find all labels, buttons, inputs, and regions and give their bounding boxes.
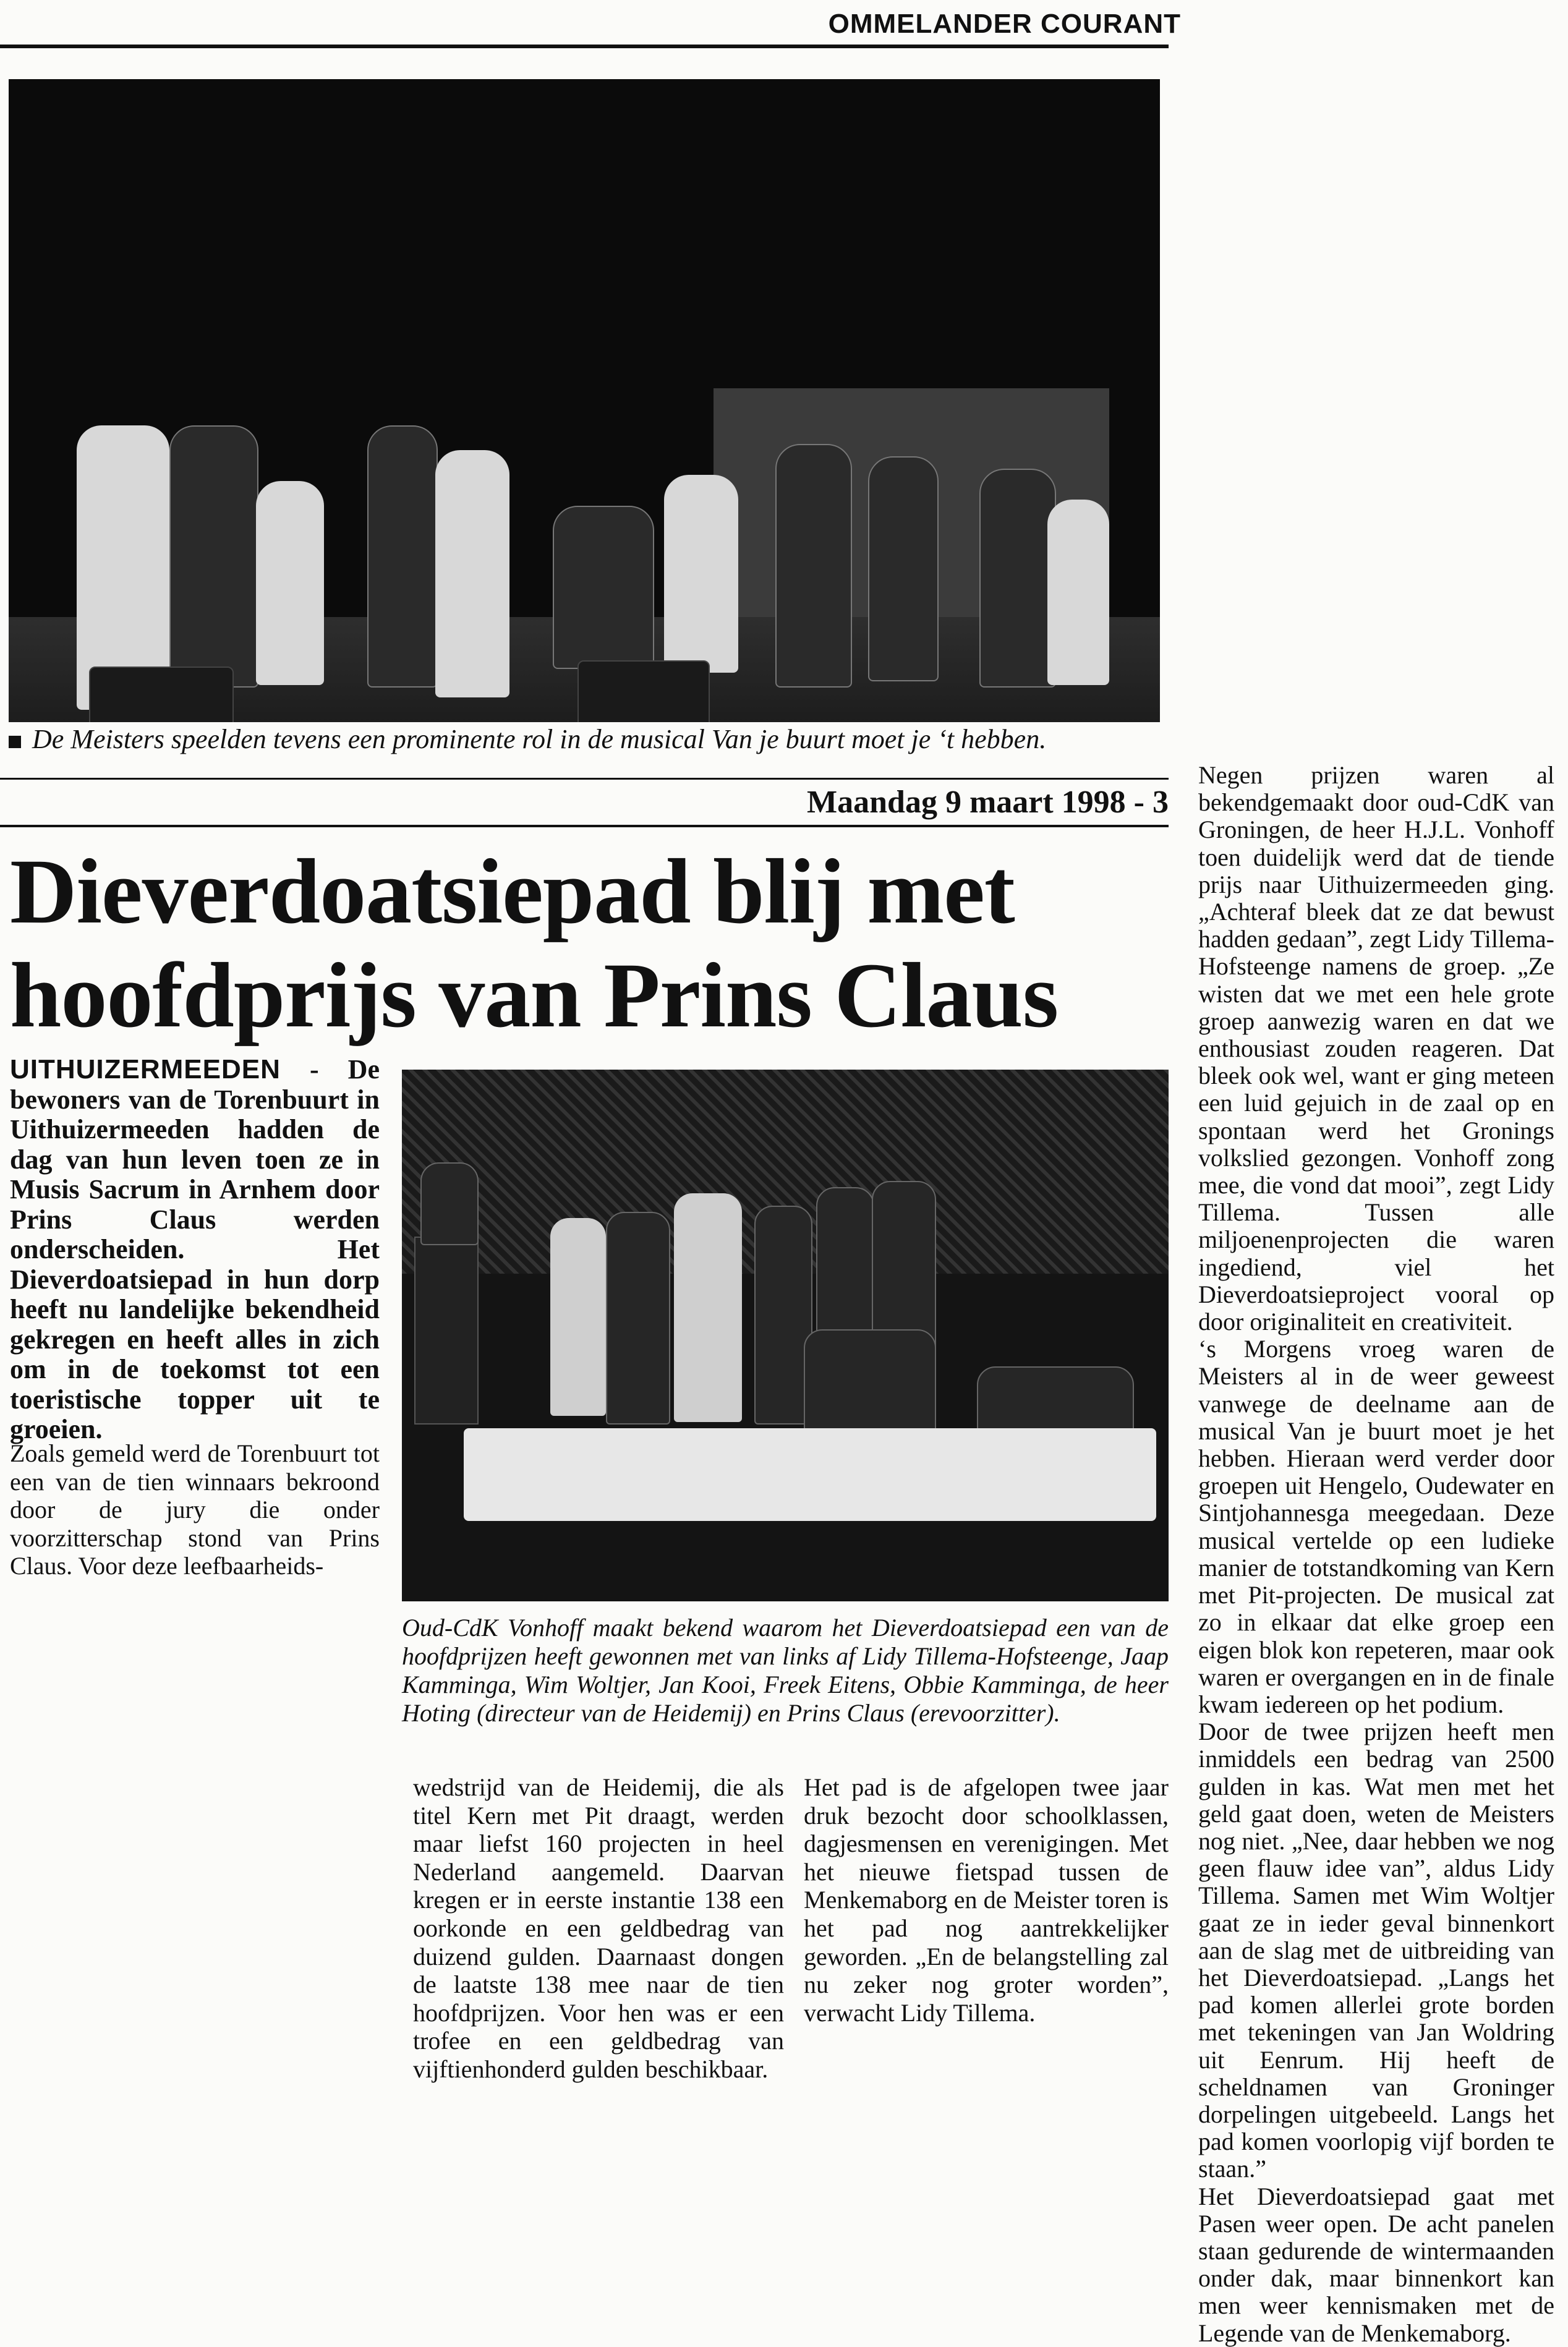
bottom-column-1-text: wedstrijd van de Heidemij, die als titel Kern met Pit draagt, werden maar liefst 160 projecten in heel Nederland aangemeld. Daarvan kregen er in eerste instantie 138 een oorkonde en een geldbedrag van duizend gulden. Daarnaast dongen de laatste 138 mee naar de tien hoofdprijzen. Voor hen was er een trofee en een geldbedrag van vijftienhonderd gulden beschikbaar. [413, 1773, 784, 2083]
person-figure [420, 1162, 479, 1245]
stage-speaker [577, 660, 710, 722]
dateline-rule [0, 825, 1169, 827]
lectern [414, 1237, 479, 1425]
right-paragraph-3: Door de twee prijzen heeft men inmiddels een bedrag van 2500 gulden in kas. Wat men met het geld gaat doen, weten de Meisters nog niet. „Nee, daar hebben we nog geen flauw idee van”, aldus Lidy Tillema. Samen met Wim Woltjer gaat ze in ieder geval binnenkort aan de slag met de uitbreiding van het Dieverdoatsiepad. „Langs het pad komen allerlei grote borden met tekeningen van Jan Woldring uit Eenrum. Hij heeft de scheldnamen van Groninger dorpelingen uitgebeeld. Langs het pad komen voorlopig vijf borden te staan.” [1198, 1718, 1554, 2183]
performer-figure [435, 450, 509, 697]
bottom-column-1 [413, 1773, 784, 2084]
right-body-column [1198, 762, 1554, 2347]
performer-figure [367, 425, 438, 688]
dateline-place: UITHUIZERMEEDEN [10, 1054, 281, 1084]
person-figure [606, 1212, 670, 1425]
right-paragraph-1: Negen prijzen waren al bekendgemaakt door oud-CdK van Groningen, de heer H.J.L. Vonhoff toen duidelijk werd dat de tiende prijs naar Uithuizermeeden ging. „Achteraf bleek dat ze dat bewust hadden gedaan”, zegt Lidy Tillema-Hofsteenge namens de groep. „Ze wisten dat we met een hele grote groep aanwezig waren en dat we enthousiast zouden reageren. Dat bleek ook wel, want er ging meteen een luid gejuich in de zaal op en spontaan werd het Gronings volkslied gezongen. Vonhoff zong mee, die vond dat mooi”, zegt Lidy Tillema. Tussen alle miljoenenprojecten die waren ingediend, viel het Dieverdoatsieproject vooral op door originaliteit en creativiteit. [1198, 761, 1554, 1336]
dateline: Maandag 9 maart 1998 - 3 [807, 785, 1169, 820]
bottom-column-2-text: Het pad is de afgelopen twee jaar druk bezocht door schoolklassen, dagjesmensen en verenigingen. Met het nieuwe fietspad tussen de Menkemaborg en de Meister toren is het pad nog aantrekkelijker geworden. „En de belangstelling zal nu zeker nog groter worden”, verwacht Lidy Tillema. [804, 1773, 1169, 2027]
newspaper-masthead: OMMELANDER COURANT [828, 9, 1181, 39]
lead-text: - De bewoners van de Torenbuurt in Uithuizermeeden hadden de dag van hun leven toen ze in Musis Sacrum in Arnhem door Prins Claus werden onderscheiden. Het Dieverdoatsiepad in hun dorp heeft nu landelijke bekendheid gekregen en heeft alles in zich om in de toekomst tot een toeristische topper uit te groeien. [10, 1054, 380, 1444]
stage-photo-caption-text: De Meisters speelden tevens een prominente rol in de musical Van je buurt moet je ‘t hebben. [32, 724, 1047, 754]
ceremony-photo-caption: Oud-CdK Vonhoff maakt bekend waarom het Dieverdoatsiepad een van de hoofdprijzen heeft gewonnen met van links af Lidy Tillema-Hofsteenge, Jaap Kamminga, Wim Woltjer, Jan Kooi, Freek Eitens, Obbie Kamminga, de heer Hoting (directeur van de Heidemij) en Prins Claus (erevoorzitter). [402, 1614, 1169, 1727]
stage-photo [9, 79, 1160, 722]
jury-table [464, 1428, 1156, 1521]
right-paragraph-4: Het Dieverdoatsiepad gaat met Pasen weer open. De acht panelen staan gedurende de wintermaanden onder dak, maar binnenkort kan men weer kennismaken met de Legende van de Menkemaborg. [1198, 2182, 1554, 2347]
performer-figure [1047, 500, 1109, 685]
headline-line-2: hoofdprijs van Prins Claus [10, 944, 1059, 1047]
lead-paragraph [10, 1055, 380, 1445]
stage-photo-caption [9, 723, 1159, 755]
left-body-text: Zoals gemeld werd de Torenbuurt tot een van de tien winnaars bekroond door de jury die onder voorzitterschap stond van Prins Claus. Voor deze leefbaarheids- [10, 1439, 380, 1580]
stage-speaker [89, 667, 234, 722]
left-body-column [10, 1439, 380, 1580]
section-rule [0, 778, 1169, 780]
headline [10, 840, 1172, 1047]
right-paragraph-2: ‘s Morgens vroeg waren de Meisters al in de weer geweest vanwege de deelname aan de musical Van je buurt moet je het hebben. Hieraan werd verder door groepen uit Hengelo, Oudewater en Sintjohannesga meegedaan. Deze musical vertelde op een ludieke manier de totstandkoming van Kern met Pit-projecten. De musical zat zo in elkaar dat elke groep een eigen blok kon repeteren, maar ook waren er overgangen en in de finale kwam iedereen op het podium. [1198, 1335, 1554, 1718]
performer-figure [169, 425, 258, 688]
headline-line-1: Dieverdoatsiepad blij met [10, 840, 1015, 943]
performer-figure [868, 456, 939, 681]
performer-figure [553, 506, 654, 669]
performer-figure [256, 481, 324, 685]
performer-figure [979, 469, 1056, 688]
masthead-rule [0, 45, 1169, 48]
person-figure [674, 1193, 742, 1422]
performer-figure [664, 475, 738, 673]
ceremony-photo [402, 1070, 1169, 1601]
person-figure [550, 1218, 606, 1416]
bottom-column-2 [804, 1773, 1169, 2027]
caption-bullet [9, 736, 21, 748]
performer-figure [775, 444, 852, 688]
